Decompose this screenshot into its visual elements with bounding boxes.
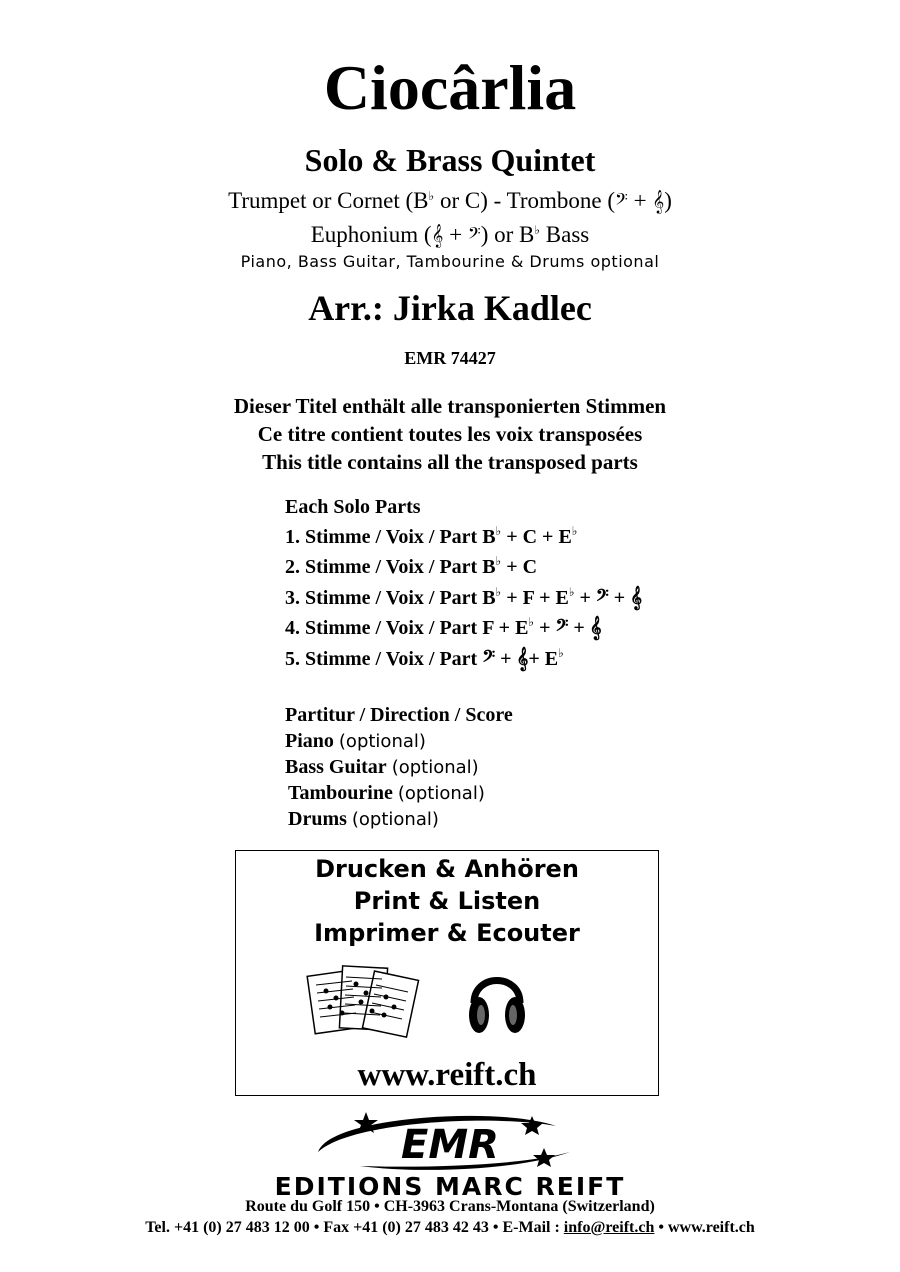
- print-listen-box: [235, 850, 659, 1096]
- publisher-contact: Tel. +41 (0) 27 483 12 00 • Fax +41 (0) 27 483 42 43 • E-Mail : info@reift.ch • www.reift.ch: [145, 1219, 755, 1236]
- arranger: Arr.: Jirka Kadlec: [308, 288, 592, 328]
- bass-clef-icon: 𝄢: [467, 223, 481, 247]
- treble-clef-icon: 𝄞: [589, 615, 602, 639]
- page-title: Ciocârlia: [323, 52, 577, 123]
- score-item-bass-guitar: Bass Guitar (optional): [285, 756, 479, 778]
- publisher-address: Route du Golf 150 • CH-3963 Crans-Montana (Switzerland): [245, 1198, 655, 1215]
- part-4: 4. Stimme / Voix / Part F + E♭ + 𝄢 + 𝄞: [285, 615, 602, 639]
- flat-sign: ♭: [534, 223, 541, 237]
- headphones-icon: [466, 959, 528, 1041]
- edition-code: EMR 74427: [404, 348, 496, 368]
- score-heading: Partitur / Direction / Score: [285, 704, 513, 726]
- instrumentation-line-2: Euphonium (𝄞 + 𝄢) or B♭ Bass: [310, 222, 590, 247]
- box-line-en: Print & Listen: [353, 887, 541, 915]
- logo-text: EMR: [401, 1122, 499, 1168]
- bass-clef-icon: 𝄢: [482, 646, 496, 670]
- transposed-de: Dieser Titel enthält alle transponierten Stimmen: [233, 394, 667, 418]
- box-line-fr: Imprimer & Ecouter: [314, 919, 580, 947]
- parts-heading: Each Solo Parts: [285, 496, 421, 518]
- part-3: 3. Stimme / Voix / Part B♭ + F + E♭ + 𝄢 + 𝄞: [285, 585, 643, 609]
- email-link[interactable]: info@reift.ch: [563, 1219, 655, 1236]
- optional-instruments: Piano, Bass Guitar, Tambourine & Drums optional: [240, 252, 660, 271]
- treble-clef-icon: 𝄞: [431, 223, 444, 247]
- treble-clef-icon: 𝄞: [630, 585, 643, 609]
- instrumentation-line-1: Trumpet or Cornet (B♭ or C) - Trombone (𝄢 + 𝄞): [228, 188, 672, 213]
- bass-clef-icon: 𝄢: [555, 615, 569, 639]
- transposed-en: This title contains all the transposed parts: [262, 450, 638, 474]
- flat-sign: ♭: [428, 189, 435, 203]
- bass-clef-icon: 𝄢: [615, 189, 628, 213]
- box-line-de: Drucken & Anhören: [315, 855, 579, 883]
- publisher-name: EDITIONS MARC REIFT: [274, 1172, 626, 1201]
- part-1: 1. Stimme / Voix / Part B♭ + C + E♭: [285, 524, 578, 548]
- score-item-drums: Drums (optional): [288, 808, 439, 830]
- treble-clef-icon: 𝄞: [516, 646, 529, 670]
- bass-clef-icon: 𝄢: [595, 585, 609, 609]
- transposed-fr: Ce titre contient toutes les voix transposées: [257, 422, 643, 446]
- website-url[interactable]: www.reift.ch: [357, 1057, 537, 1093]
- treble-clef-icon: 𝄞: [652, 189, 665, 213]
- part-5: 5. Stimme / Voix / Part 𝄢 + 𝄞+ E♭: [285, 646, 564, 670]
- sheet-music-icon: [306, 961, 421, 1041]
- part-2: 2. Stimme / Voix / Part B♭ + C: [285, 554, 538, 578]
- score-item-tambourine: Tambourine (optional): [288, 782, 485, 804]
- emr-logo: [300, 1108, 600, 1174]
- subtitle: Solo & Brass Quintet: [304, 142, 596, 178]
- score-item-piano: Piano (optional): [285, 730, 426, 752]
